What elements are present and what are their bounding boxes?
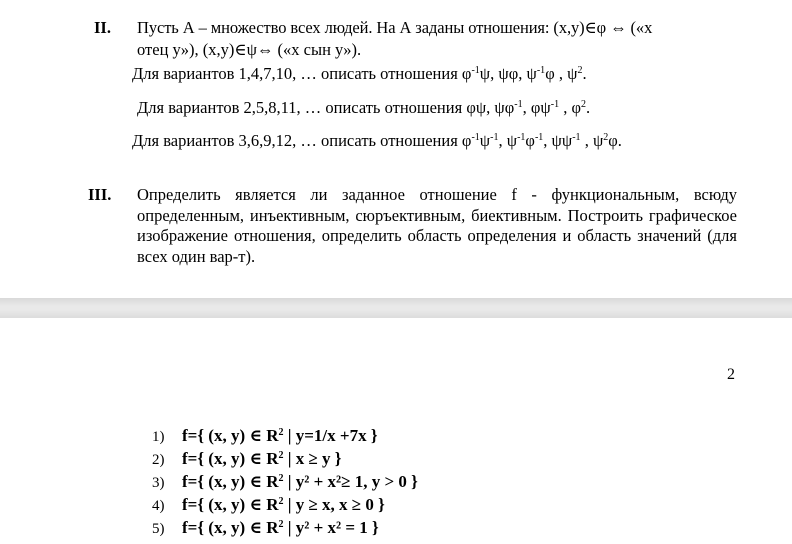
- document-page-2: [0, 318, 792, 544]
- variant-c-line: [132, 131, 622, 151]
- variant-b-relations: [466, 98, 590, 117]
- relation-base: ψ: [506, 131, 518, 150]
- relation-separator: ,: [559, 98, 572, 117]
- relation-separator: φ ,: [545, 64, 568, 83]
- formula-condition: | y=1/x +7x }: [283, 426, 378, 445]
- relation-base: ψφ,: [498, 64, 527, 83]
- variant-b-line: [137, 98, 590, 118]
- relation-base: φ: [571, 98, 581, 117]
- relation-formula: [182, 426, 378, 445]
- formula-exponent: 2: [278, 427, 284, 438]
- relation-number: 3): [152, 475, 165, 491]
- relation-separator: .: [582, 64, 587, 83]
- formula-prefix: f={ (x, y) ∈ R: [182, 426, 279, 445]
- formula-condition: | y² + x²≥ 1, y > 0 }: [283, 472, 418, 491]
- relation-number: 1): [152, 429, 165, 445]
- section3-text: Определить является ли заданное отношение f - функциональным, всюду определенным, инъективным, сюръективным, биективным. Построить графическое изображение отношения, определить область определения и область значений (для всех один вар-т).: [137, 185, 737, 266]
- relation-exponent: 2: [603, 132, 609, 143]
- variant-a-label: Для вариантов 1,4,7,10, … описать отношения: [132, 64, 462, 83]
- section2-line2: отец y»), (x,y)∈ψ⇔ («x сын y»).: [137, 40, 362, 59]
- formula-exponent: 2: [278, 496, 284, 507]
- formula-prefix: f={ (x, y) ∈ R: [182, 495, 279, 514]
- formula-condition: | y ≥ x, x ≥ 0 }: [283, 495, 385, 514]
- relation-base: ψψ: [551, 131, 573, 150]
- variant-a-relations: [462, 64, 587, 83]
- relation-base: ψ: [526, 64, 537, 83]
- relation-number: 5): [152, 521, 165, 537]
- relation-exponent: -1: [536, 65, 546, 76]
- section-numeral-2: II.: [94, 18, 111, 37]
- relation-base: ψ: [592, 131, 604, 150]
- relation-base: φ: [461, 64, 472, 83]
- relation-item: [152, 447, 418, 470]
- page-separator: [0, 298, 792, 318]
- relation-separator: ,: [522, 98, 531, 117]
- relation-item: [152, 493, 418, 516]
- relations-list: [152, 424, 418, 539]
- relation-number: 4): [152, 498, 165, 514]
- relation-separator: ,: [498, 131, 507, 150]
- relation-separator: .: [585, 98, 591, 117]
- relation-exponent: -1: [490, 132, 499, 143]
- relation-separator: ,: [543, 131, 552, 150]
- formula-condition: | x ≥ y }: [283, 449, 342, 468]
- relation-item: [152, 516, 418, 539]
- relation-base: ψ: [479, 131, 491, 150]
- relation-base: φψ,: [466, 98, 495, 117]
- relation-item: [152, 470, 418, 493]
- relation-exponent: -1: [572, 132, 581, 143]
- variant-c-relations: [462, 131, 622, 150]
- relation-number: 2): [152, 452, 165, 468]
- relation-exponent: -1: [534, 132, 544, 143]
- relation-base: ψ: [567, 64, 578, 83]
- relation-exponent: 2: [577, 65, 583, 76]
- formula-prefix: f={ (x, y) ∈ R: [182, 449, 279, 468]
- relation-item: [152, 424, 418, 447]
- relation-base: ψφ: [494, 98, 515, 117]
- variant-b-label: Для вариантов 2,5,8,11, … описать отношения: [137, 98, 467, 117]
- relation-exponent: -1: [514, 99, 523, 110]
- section-numeral-3: III.: [88, 185, 112, 204]
- relation-base: φ: [525, 131, 535, 150]
- formula-prefix: f={ (x, y) ∈ R: [182, 472, 279, 491]
- relation-exponent: -1: [550, 99, 560, 110]
- variant-c-label: Для вариантов 3,6,9,12, … описать отношения: [132, 131, 462, 150]
- formula-exponent: 2: [278, 450, 284, 461]
- relation-separator: ψ,: [479, 64, 499, 83]
- relation-separator: ,: [580, 131, 593, 150]
- relation-exponent: -1: [471, 65, 480, 76]
- relation-formula: [182, 518, 379, 537]
- relation-formula: [182, 495, 385, 514]
- section2-line1: Пусть А – множество всех людей. На А заданы отношения: (x,y)∈φ ⇔ («x: [137, 18, 653, 37]
- relation-formula: [182, 472, 418, 491]
- relation-base: φψ: [530, 98, 551, 117]
- relation-exponent: 2: [580, 99, 586, 110]
- relation-separator: φ.: [608, 131, 622, 150]
- formula-exponent: 2: [278, 519, 284, 530]
- relation-formula: [182, 449, 342, 468]
- formula-exponent: 2: [278, 473, 284, 484]
- relation-exponent: -1: [517, 132, 526, 143]
- relation-exponent: -1: [471, 132, 480, 143]
- formula-prefix: f={ (x, y) ∈ R: [182, 518, 279, 537]
- formula-condition: | y² + x² = 1 }: [283, 518, 379, 537]
- variant-a-line: [132, 64, 587, 84]
- relation-base: φ: [461, 131, 472, 150]
- page-number: 2: [727, 366, 735, 383]
